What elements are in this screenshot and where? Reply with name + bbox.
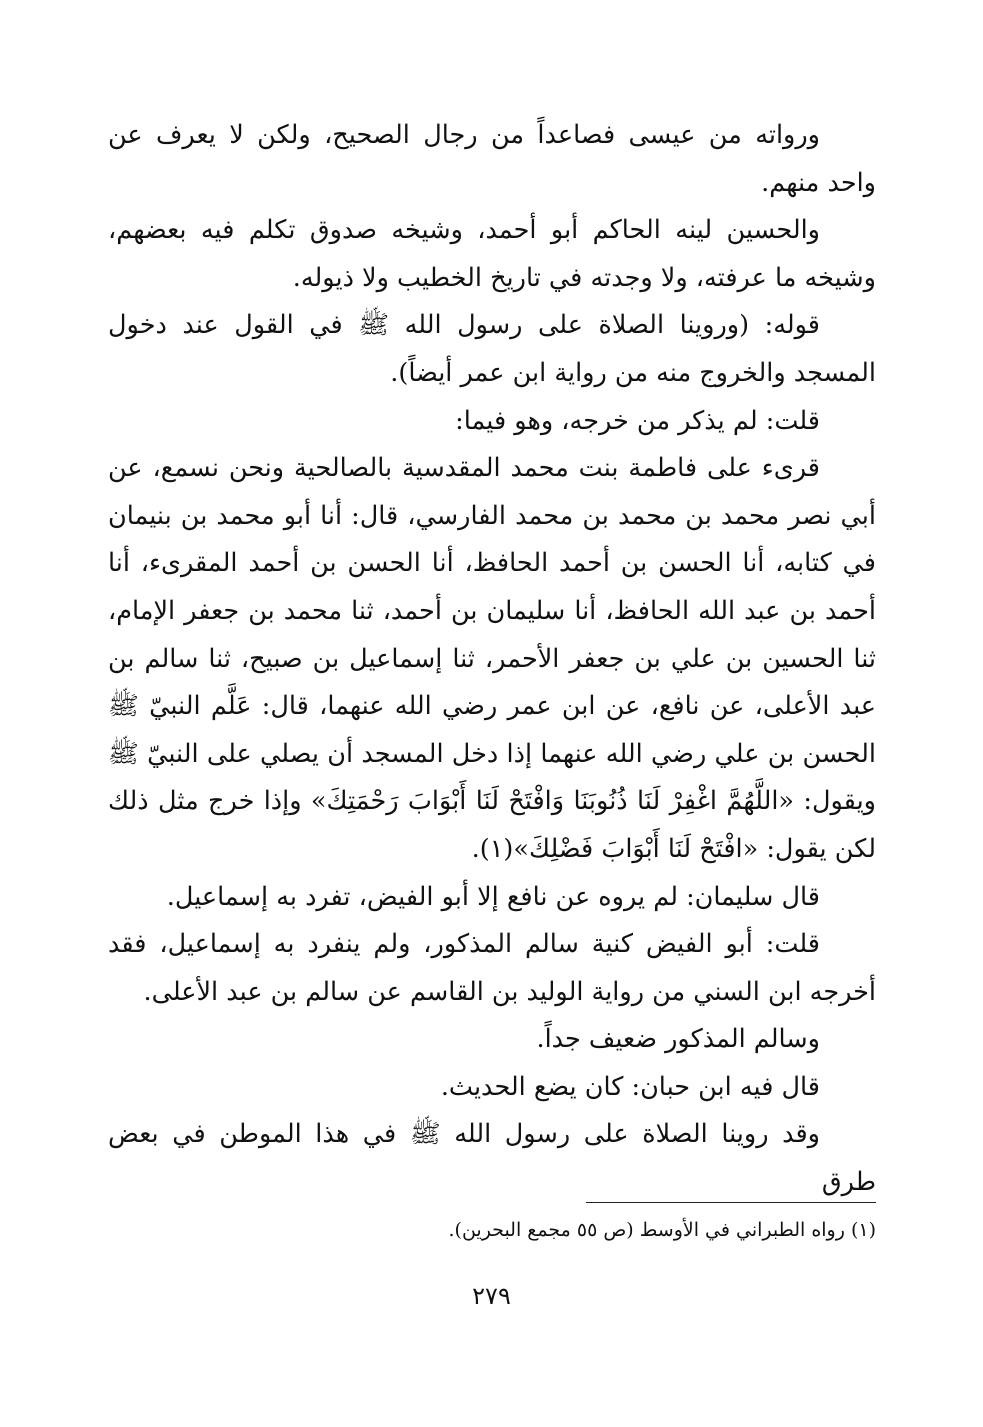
paragraph-9: قال فيه ابن حبان: كان يضع الحديث. xyxy=(440,1071,820,1102)
paragraph-3: قوله: (وروينا الصلاة على رسول الله ﷺ في القول عند دخول المسجد والخروج منه من رواية ابن عمر أيضاً). xyxy=(108,310,876,388)
paragraph-1: ورواته من عيسى فصاعداً من رجال الصحيح، ولكن لا يعرف عن واحد منهم. xyxy=(108,120,876,198)
paragraph-6: قال سليمان: لم يروه عن نافع إلا أبو الفيض، تفرد به إسماعيل. xyxy=(166,881,820,912)
footnote-divider xyxy=(586,1202,876,1203)
page-number: ٢٧٩ xyxy=(472,1282,511,1310)
paragraph-7: قلت: أبو الفيض كنية سالم المذكور، ولم ينفرد به إسماعيل، فقد أخرجه ابن السني من رواية الوليد بن القاسم عن سالم بن عبد الأعلى. xyxy=(108,929,876,1007)
paragraph-4: قلت: لم يذكر من خرجه، وهو فيما: xyxy=(455,405,820,436)
paragraph-10: وقد روينا الصلاة على رسول الله ﷺ في هذا الموطن في بعض طرق xyxy=(108,1119,876,1198)
footnote: (١) رواه الطبراني في الأوسط (ص ٥٥ مجمع البحرين). xyxy=(448,1219,876,1241)
paragraph-8: وسالم المذكور ضعيف جداً. xyxy=(536,1024,820,1055)
paragraph-2: والحسين لينه الحاكم أبو أحمد، وشيخه صدوق تكلم فيه بعضهم، وشيخه ما عرفته، ولا وجدته في تاريخ الخطيب ولا ذيوله. xyxy=(108,215,876,293)
paragraph-5: قرىء على فاطمة بنت محمد المقدسية بالصالحية ونحن نسمع، عن أبي نصر محمد بن محمد بن محمد الفارسي، قال: أنا أبو محمد بن بنيمان في كتابه، أنا الحسن بن أحمد الحافظ، أنا الحسن بن أحمد المقرىء، أنا أحمد بن عبد الله الحافظ، أنا سليمان بن أحمد، ثنا محمد بن جعفر الإمام، ثنا الحسين بن علي بن جعفر الأحمر، ثنا إسماعيل بن صبيح، ثنا سالم بن عبد الأعلى، عن نافع، عن ابن عمر رضي الله عنهما، قال: عَلَّم النبيّ ﷺ الحسن بن علي رضي الله عنهما إذا دخل المسجد أن يصلي على النبيّ ﷺ ويقول: «اللَّهُمَّ اغْفِرْ لَنَا ذُنُوبَنَا وَافْتَحْ لَنَا أَبْوَابَ رَحْمَتِكَ» وإذا خرج مثل ذلك لكن يقول: «افْتَحْ لَنَا أَبْوَابَ فَضْلِكَ»(١). xyxy=(108,453,876,864)
